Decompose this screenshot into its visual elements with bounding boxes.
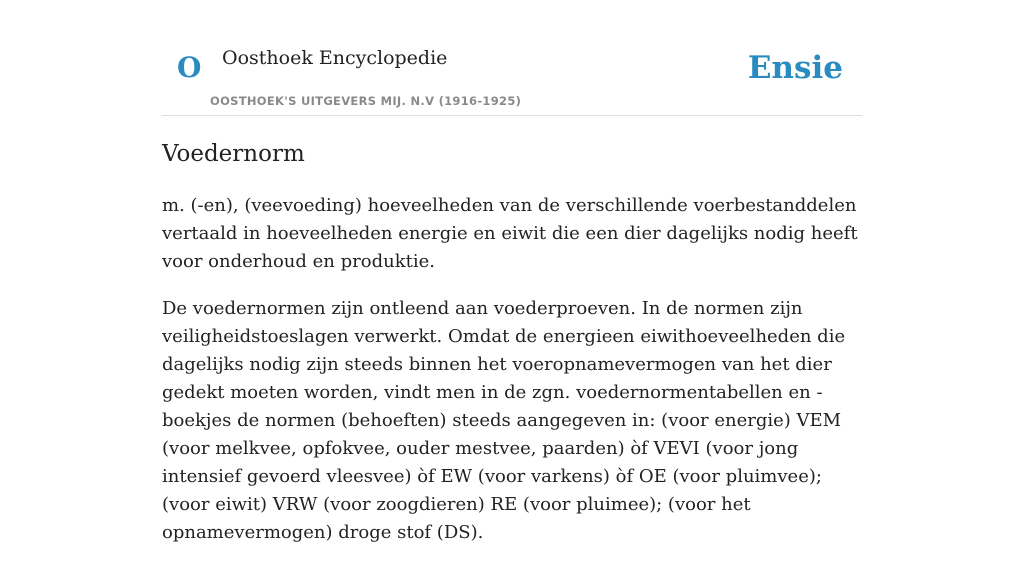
entry-body xyxy=(162,192,862,566)
brand-logo[interactable]: Ensie xyxy=(747,50,843,86)
page xyxy=(162,0,862,543)
header xyxy=(162,0,862,116)
publication-title[interactable]: Oosthoek Encyclopedie xyxy=(222,47,448,69)
publisher-subtitle: OOSTHOEK'S UITGEVERS MIJ. N.V (1916-1925) xyxy=(210,94,522,108)
entry-paragraph: m. (-en), (veevoeding) hoeveelheden van de verschillende voerbestanddelen vertaald in hoeveelheden energie en eiwit die een dier dagelijks nodig heeft voor onderhoud en produktie. xyxy=(162,195,858,272)
entry-paragraph: De voedernormen zijn ontleend aan voederproeven. In de normen zijn veiligheidstoeslagen verwerkt. Omdat de energieen eiwithoeveelheden die dagelijks nodig zijn steeds binnen het voeropnamevermogen van het dier gedekt moeten worden, vindt men in de zgn. voedernormentabellen en -boekjes de normen (behoeften) steeds aangegeven in: (voor energie) VEM (voor melkvee, opfokvee, ouder mestvee, paarden) òf VEVI (voor jong intensief gevoerd vleesvee) òf EW (voor varkens) òf OE (voor pluimvee); (voor eiwit) VRW (voor zoogdieren) RE (voor pluimee); (voor het opnamevermogen) droge stof (DS). xyxy=(162,298,846,543)
entry-title: Voedernorm xyxy=(162,141,305,167)
logo-icon[interactable]: O xyxy=(177,51,202,84)
